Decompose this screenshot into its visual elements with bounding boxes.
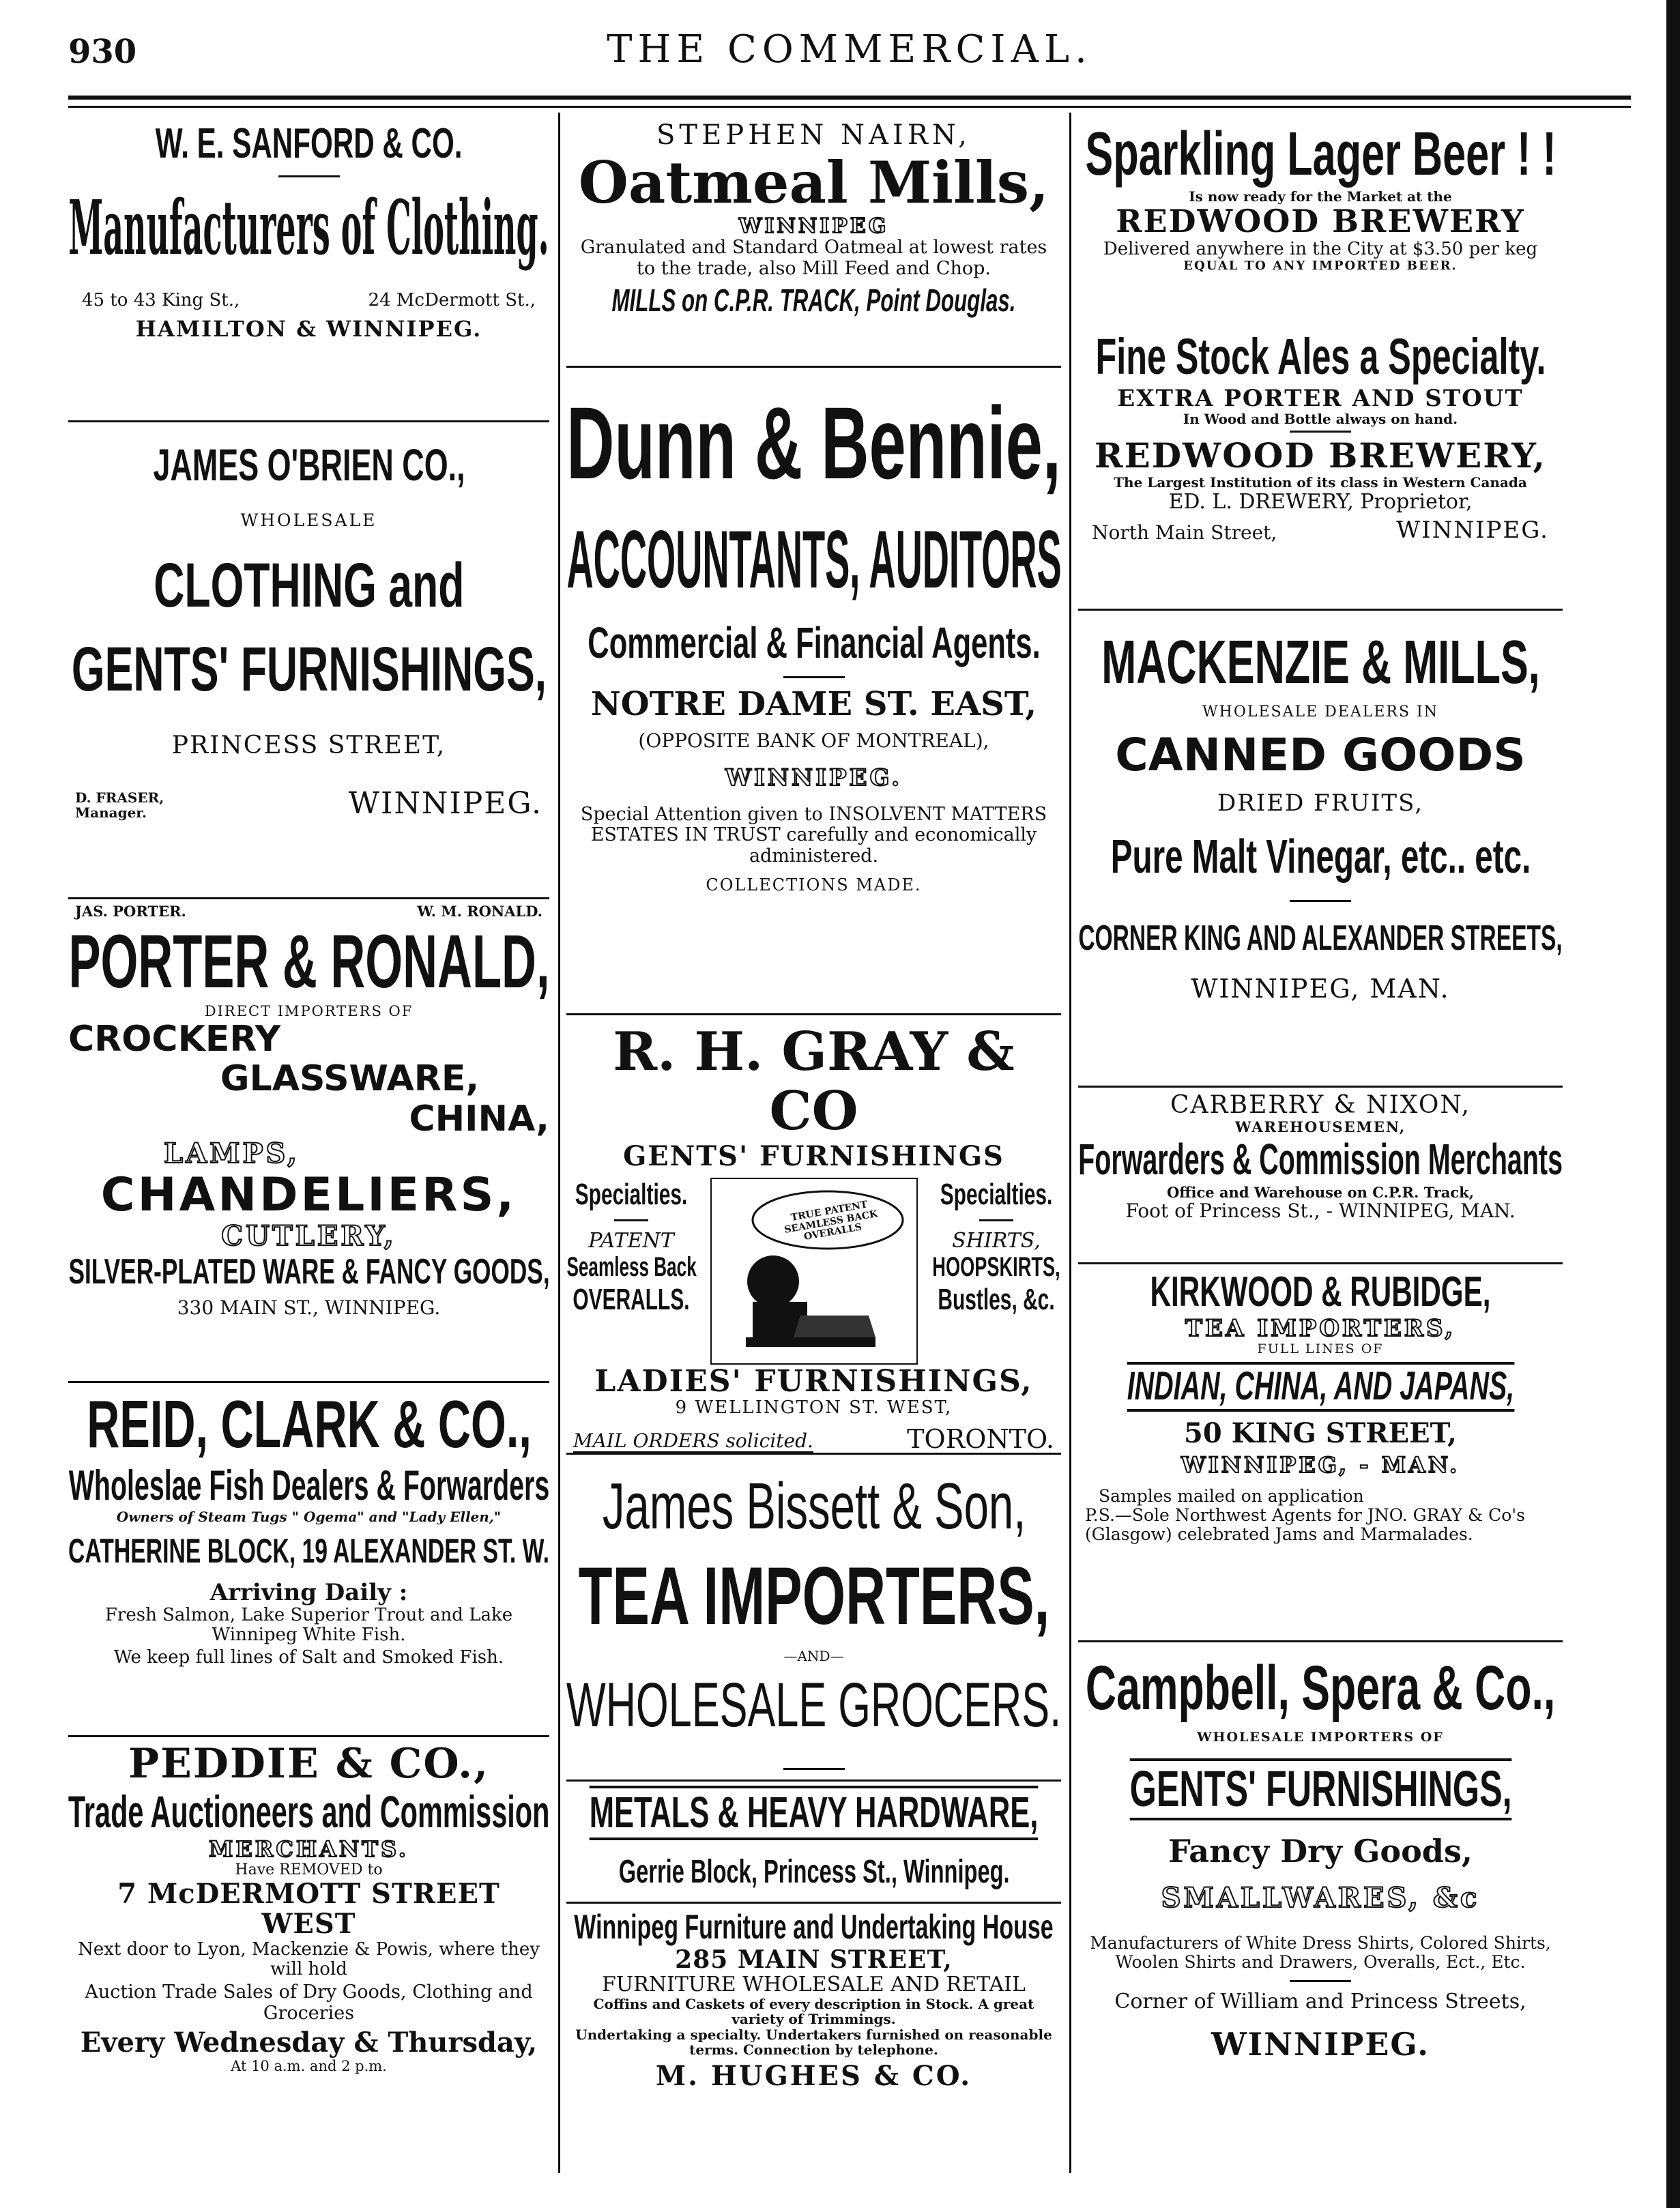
ad-line: CLOTHING and	[153, 550, 464, 620]
ad-gray	[566, 1015, 1061, 1455]
collections: COLLECTIONS MADE.	[706, 875, 922, 895]
mail-orders: MAIL ORDERS solicited.	[573, 1430, 813, 1453]
ad-title: MACKENZIE & MILLS,	[1101, 628, 1540, 697]
ad-line: WHOLESALE GROCERS.	[566, 1670, 1061, 1741]
undertaking: Undertaking a specialty. Undertakers furnished on reasonable terms. Connection by telephone.	[575, 2026, 1052, 2059]
column-2	[566, 116, 1061, 2173]
street: 7 McDERMOTT STREET WEST	[117, 1877, 500, 1941]
ad-peddie	[68, 1737, 549, 2103]
address: 9 WELLINGTON ST. WEST,	[675, 1397, 953, 1418]
full-lines: FULL LINES OF	[1257, 1341, 1384, 1356]
owners: Owners of Steam Tugs " Ogema" and "Lady Ellen,"	[116, 1509, 502, 1526]
ad-title: R. H. GRAY & CO	[613, 1021, 1015, 1143]
ad-dunn-bennie	[566, 368, 1061, 1015]
ad-sub: WHOLESALE IMPORTERS OF	[1197, 1730, 1444, 1745]
ad-line: TEA IMPORTERS,	[578, 1550, 1049, 1642]
ad-carberry	[1078, 1088, 1563, 1264]
page-title: THE COMMERCIAL.	[607, 27, 1092, 72]
time: At 10 a.m. and 2 p.m.	[231, 2057, 387, 2074]
overalls-logo-icon	[710, 1178, 918, 1365]
equal: EQUAL TO ANY IMPORTED BEER.	[1183, 258, 1458, 273]
now-ready: Is now ready for the Market at the	[1189, 188, 1452, 205]
sales: Auction Trade Sales of Dry Goods, Clothing and Groceries	[85, 1981, 533, 2024]
ad-hughes	[566, 1904, 1061, 2106]
ad-bissett	[566, 1455, 1061, 1782]
column-divider	[558, 113, 560, 2173]
mills: MILLS on C.P.R. TRACK, Point Douglas.	[611, 282, 1016, 318]
ad-redwood-ales	[1078, 325, 1563, 611]
street: PRINCESS STREET,	[171, 731, 446, 759]
specialties: Specialties.	[940, 1177, 1053, 1211]
specialties: Specialties.	[575, 1177, 688, 1211]
page-number: 930	[68, 33, 137, 71]
ad-line: Fancy Dry Goods,	[1168, 1833, 1473, 1870]
shirts: SHIRTS,	[952, 1228, 1041, 1253]
city: WINNIPEG, MAN.	[1191, 974, 1450, 1004]
overalls: OVERALLS.	[573, 1283, 690, 1317]
ad-name: M. HUGHES & CO.	[655, 2060, 972, 2093]
ad-mackenzie	[1078, 611, 1563, 1088]
ladies: LADIES' FURNISHINGS,	[594, 1363, 1033, 1399]
street: 285 MAIN STREET,	[675, 1945, 953, 1974]
partner-name: W. M. RONALD.	[417, 903, 542, 920]
ad-sub: WAREHOUSEMEN,	[1234, 1118, 1406, 1136]
keep: We keep full lines of Salt and Smoked Fish.	[113, 1646, 504, 1668]
street: North Main Street,	[1092, 521, 1277, 544]
city: WINNIPEG, - MAN.	[1181, 1451, 1460, 1478]
ad-line: INDIAN, CHINA, AND JAPANS,	[1127, 1362, 1514, 1412]
street: 50 KING STREET,	[1184, 1417, 1457, 1449]
corner: CORNER KING AND ALEXANDER STREETS,	[1078, 918, 1563, 958]
ad-title: METALS & HEAVY HARDWARE,	[590, 1786, 1039, 1840]
ad-line: CUTLERY,	[221, 1219, 396, 1252]
next-door: Next door to Lyon, Mackenzie & Powis, where they will hold	[78, 1939, 540, 1980]
city: TORONTO.	[907, 1423, 1054, 1454]
city: HAMILTON & WINNIPEG.	[135, 315, 482, 342]
ad-title: Campbell, Spera & Co.,	[1085, 1653, 1556, 1723]
ad-title: PEDDIE & CO.,	[128, 1740, 489, 1788]
largest: The Largest Institution of its class in Western Canada	[1114, 474, 1527, 491]
ad-headline: Manufacturers of Clothing.	[68, 184, 549, 272]
ad-redwood-lager	[1078, 116, 1563, 325]
and: —AND—	[783, 1647, 844, 1664]
ad-name: STEPHEN NAIRN,	[656, 119, 971, 151]
patent: PATENT	[588, 1228, 674, 1253]
ad-sub: WHOLESALE	[240, 510, 377, 530]
city: WINNIPEG	[738, 214, 889, 238]
column-3	[1078, 116, 1563, 2173]
ad-sub: FURNITURE WHOLESALE AND RETAIL	[602, 1973, 1026, 1997]
address: 45 to 43 King St.,	[82, 289, 240, 310]
fish-list: Fresh Salmon, Lake Superior Trout and Lake Winnipeg White Fish.	[104, 1604, 513, 1645]
city: WINNIPEG.	[1396, 517, 1549, 544]
ad-campbell	[1078, 1642, 1563, 2104]
ad-title: CARBERRY & NIXON,	[1170, 1091, 1471, 1119]
foot: Foot of Princess St., - WINNIPEG, MAN.	[1125, 1200, 1516, 1223]
ad-sub: WHOLESALE DEALERS IN	[1202, 703, 1438, 721]
header-rule-thin	[68, 106, 1631, 108]
address: CATHERINE BLOCK, 19 ALEXANDER ST. W.	[68, 1531, 549, 1570]
merchants: MERCHANTS.	[208, 1836, 409, 1863]
ad-kirkwood	[1078, 1264, 1563, 1642]
ad-title: Fine Stock Ales a Specialty.	[1095, 328, 1546, 385]
ad-sub: Trade Auctioneers and Commission	[68, 1786, 549, 1837]
proprietor: ED. L. DREWERY, Proprietor,	[1168, 489, 1473, 514]
city: WINNIPEG.	[725, 764, 903, 792]
column-1	[68, 116, 549, 2173]
ad-sanford	[68, 116, 549, 422]
opposite: (OPPOSITE BANK OF MONTREAL),	[638, 729, 989, 752]
ad-title: W. E. SANFORD & CO.	[155, 120, 463, 167]
ad-line: DRIED FRUITS,	[1217, 789, 1424, 817]
bustles: Bustles, &c.	[938, 1283, 1055, 1317]
ad-sub: DIRECT IMPORTERS OF	[204, 1002, 414, 1019]
ad-line: CANNED GOODS	[1115, 729, 1526, 782]
ad-line: GENTS' FURNISHINGS,	[1129, 1758, 1511, 1820]
coffins: Coffins and Caskets of every description in Stock. A great variety of Trimmings.	[593, 1995, 1034, 2028]
ad-line: GENTS' FURNISHINGS,	[71, 634, 547, 704]
removed: Have REMOVED to	[235, 1861, 383, 1878]
ad-title: Dunn & Bennie,	[566, 386, 1061, 500]
ad-line: Pure Malt Vinegar, etc.. etc.	[1110, 830, 1531, 884]
ad-title: Winnipeg Furniture and Undertaking House	[574, 1908, 1054, 1946]
manufacturers: Manufacturers of White Dress Shirts, Colored Shirts, Woolen Shirts and Drawers, Overalls, Ect., Etc.	[1090, 1933, 1551, 1973]
ad-title: KIRKWOOD & RUBIDGE,	[1150, 1268, 1491, 1316]
ad-sub: Wholeslae Fish Dealers & Forwarders	[68, 1462, 549, 1509]
description: Granulated and Standard Oatmeal at lowest rates to the trade, also Mill Feed and Chop.	[580, 237, 1047, 279]
special: Special Attention given to INSOLVENT MATTERS ESTATES IN TRUST carefully and economically administered.	[580, 804, 1047, 867]
address: 24 McDermott St.,	[368, 289, 536, 310]
hoopskirts: HOOPSKIRTS,	[932, 1252, 1060, 1283]
header-rule	[68, 96, 1631, 100]
manager-title: Manager.	[75, 804, 147, 822]
days: Every Wednesday & Thursday,	[80, 2026, 538, 2059]
ad-line: Forwarders & Commission Merchants	[1078, 1134, 1563, 1184]
ps: P.S.—Sole Northwest Agents for JNO. GRAY & Co's (Glasgow) celebrated Jams and Marmalades.	[1085, 1505, 1526, 1545]
ad-nairn	[566, 116, 1061, 368]
ad-sub: ACCOUNTANTS, AUDITORS	[566, 514, 1061, 605]
ad-reid-clark	[68, 1383, 549, 1737]
column-divider	[1069, 113, 1071, 2173]
ad-sub: GENTS' FURNISHINGS	[623, 1139, 1004, 1172]
ad-line: SILVER-PLATED WARE & FANCY GOODS,	[68, 1251, 549, 1292]
city: WINNIPEG.	[1211, 2026, 1430, 2063]
manager: D. FRASER,	[75, 789, 164, 806]
office: Office and Warehouse on C.P.R. Track,	[1166, 1183, 1475, 1201]
seamless: Seamless Back	[566, 1252, 697, 1283]
delivered: Delivered anywhere in the City at $3.50 per keg	[1103, 238, 1538, 259]
ad-porter-ronald	[68, 899, 549, 1383]
ad-line: GLASSWARE,	[220, 1058, 480, 1100]
ad-sub: TEA IMPORTERS,	[1185, 1315, 1456, 1343]
page-header	[68, 27, 1631, 75]
samples: Samples mailed on application	[1099, 1486, 1364, 1507]
address: 330 MAIN ST., WINNIPEG.	[177, 1296, 441, 1319]
page-edge	[1666, 0, 1680, 2208]
ad-line: CHINA,	[409, 1098, 549, 1139]
ad-title: Oatmeal Mills,	[578, 148, 1049, 216]
partner-name: JAS. PORTER.	[75, 903, 186, 920]
ad-line: LAMPS,	[164, 1137, 300, 1170]
ad-title: JAMES O'BRIEN CO.,	[153, 439, 465, 490]
brewery-name: REDWOOD BREWERY	[1116, 203, 1525, 240]
ad-title: Sparkling Lager Beer ! !	[1084, 120, 1556, 188]
corner: Corner of William and Princess Streets,	[1114, 1990, 1526, 2014]
arriving: Arriving Daily :	[209, 1578, 408, 1606]
city: WINNIPEG.	[348, 786, 542, 822]
ad-obrien	[68, 422, 549, 899]
wood: In Wood and Bottle always on hand.	[1183, 410, 1458, 427]
agents: Commercial & Financial Agents.	[587, 618, 1041, 668]
ad-line: SMALLWARES, &c	[1161, 1881, 1480, 1914]
brewery-name: REDWOOD BREWERY,	[1095, 435, 1546, 476]
logo-text: TRUE PATENT SEAMLESS BACK OVERALLS	[783, 1199, 878, 1243]
extra: EXTRA PORTER AND STOUT	[1117, 384, 1524, 412]
ad-title: PORTER & RONALD,	[68, 919, 549, 1004]
ad-line: CHANDELIERS,	[100, 1167, 517, 1222]
ad-title: REID, CLARK & CO.,	[86, 1386, 532, 1462]
address: Gerrie Block, Princess St., Winnipeg.	[618, 1853, 1010, 1890]
street: NOTRE DAME ST. EAST,	[590, 685, 1037, 724]
ad-title: James Bissett & Son,	[602, 1470, 1026, 1543]
ad-line: CROCKERY	[68, 1019, 281, 1060]
ad-metals	[566, 1782, 1061, 1904]
